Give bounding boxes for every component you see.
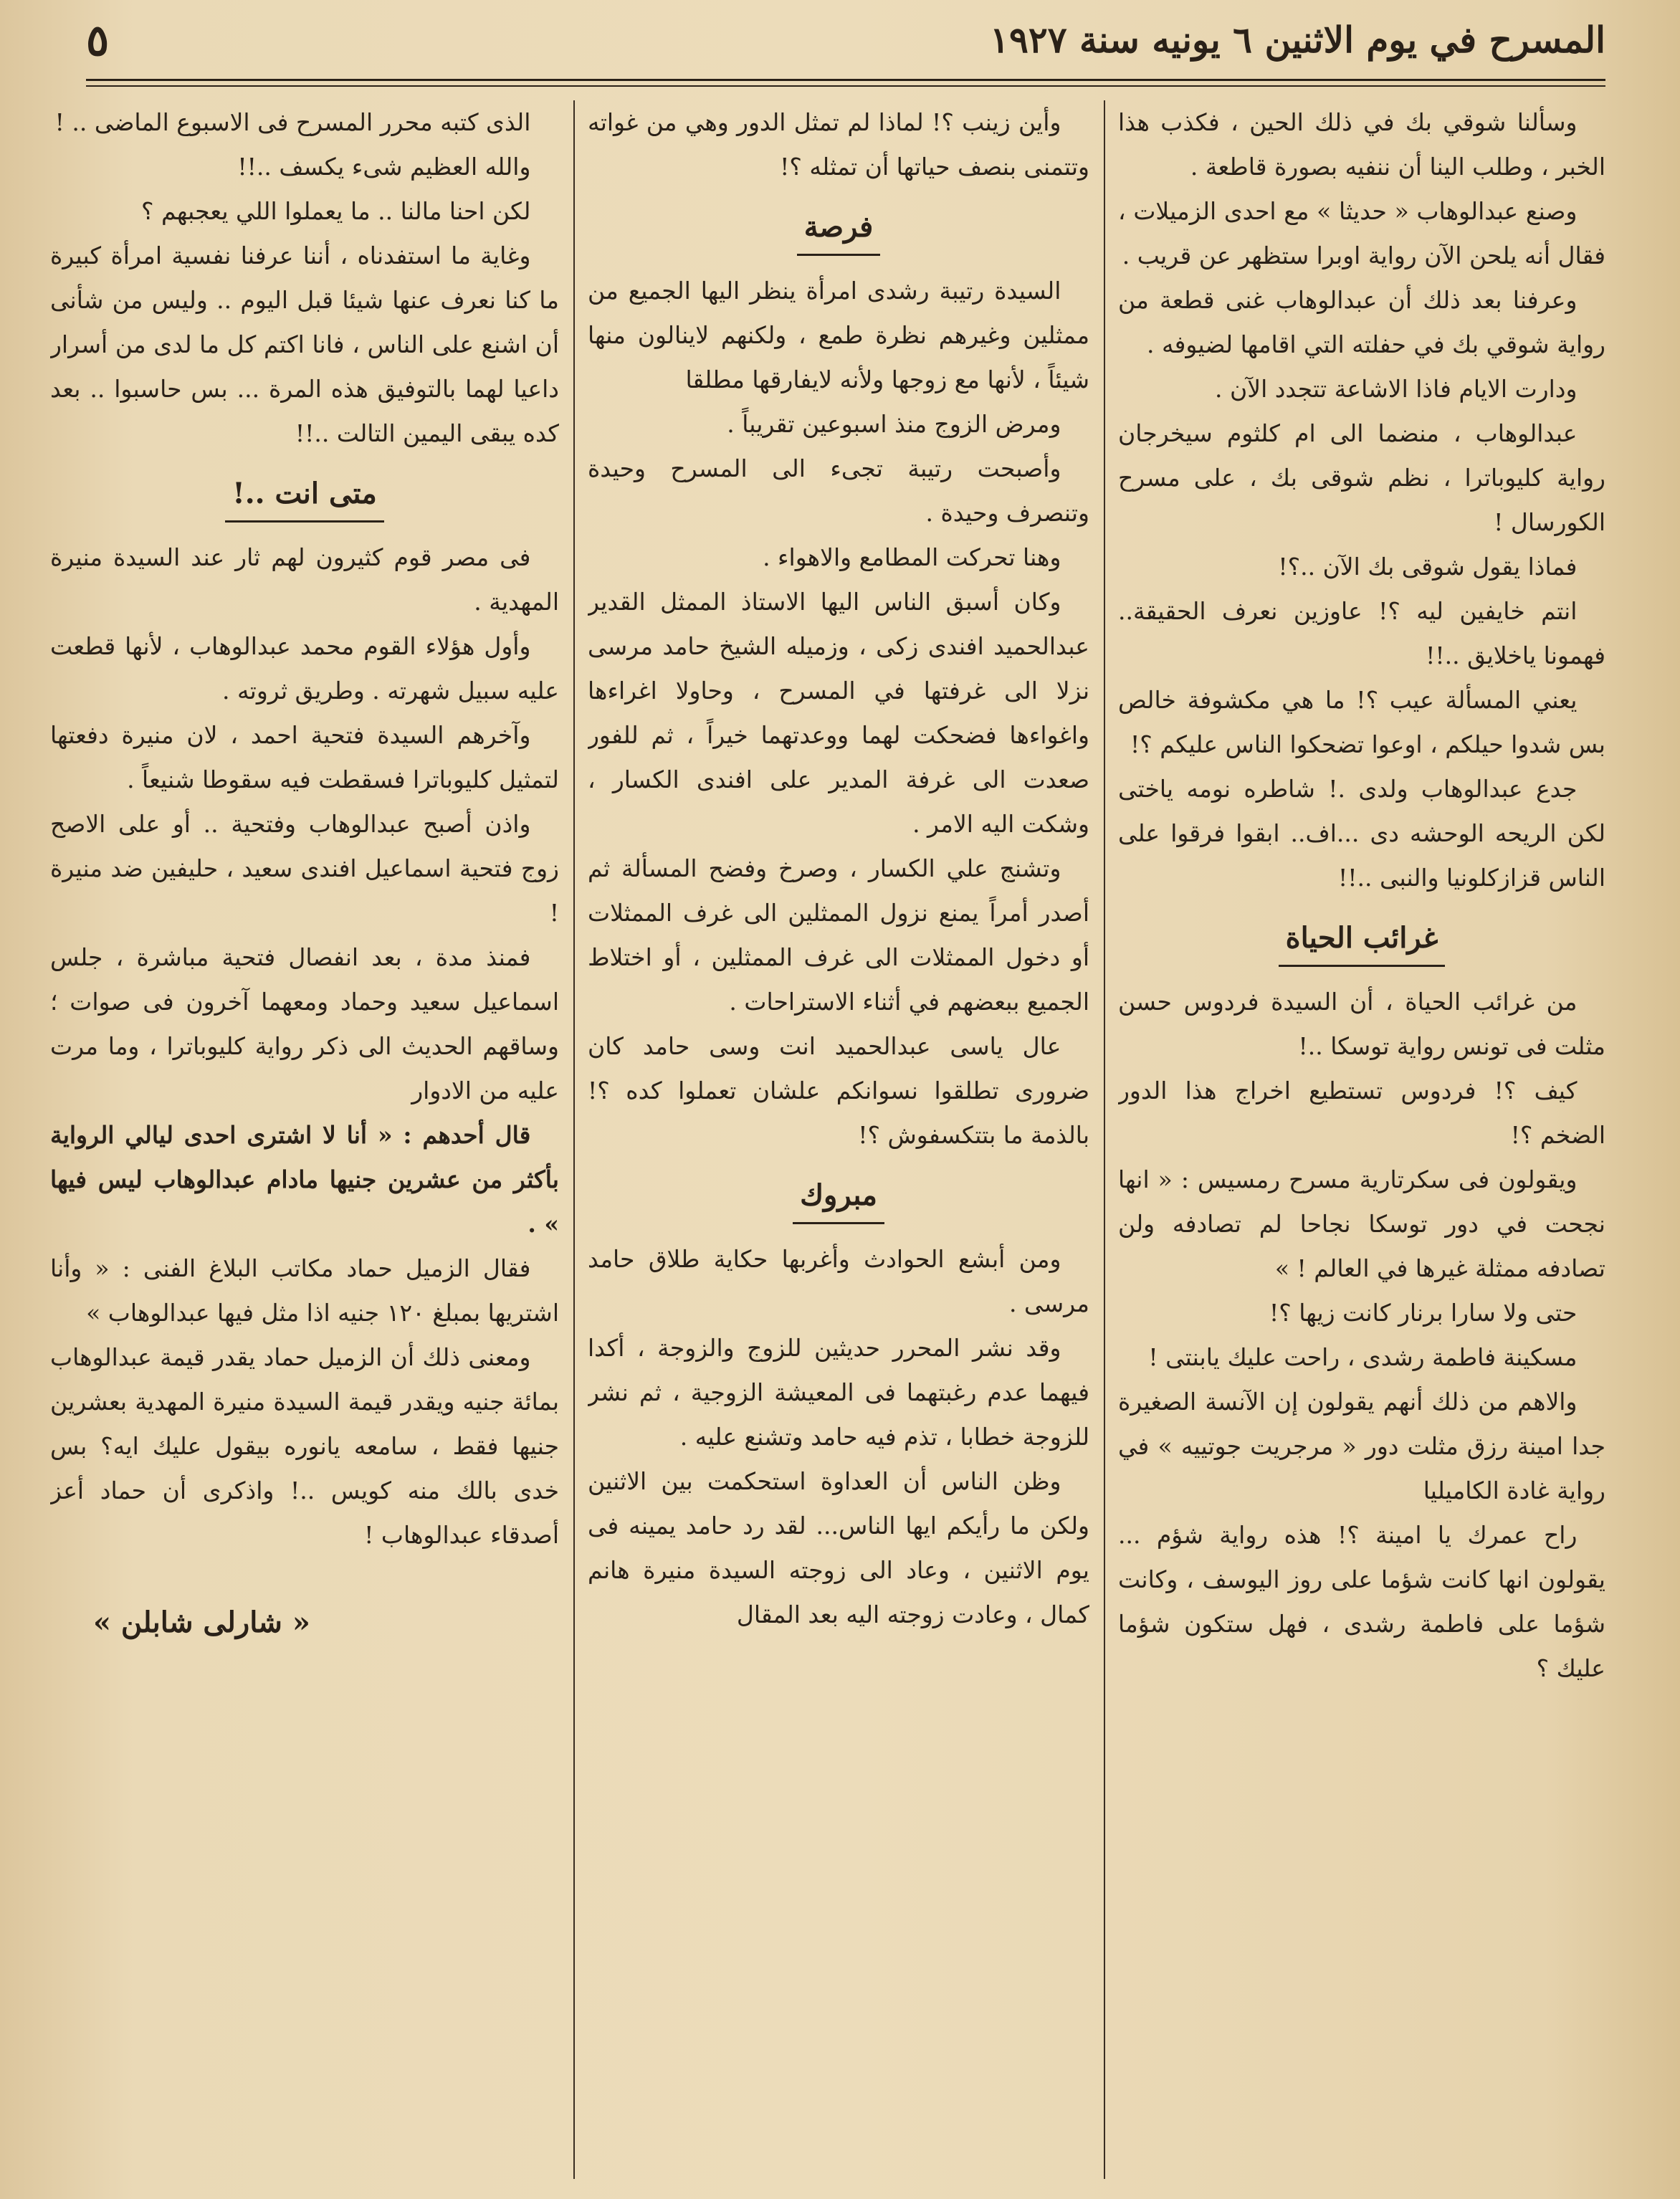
paragraph: وصنع عبدالوهاب « حديثا » مع احدى الزميلات ، فقال أنه يلحن الآن رواية اوبرا ستظهر عن قريب . bbox=[1118, 197, 1605, 269]
page-header bbox=[86, 14, 1605, 76]
page-number: ٥ bbox=[86, 16, 110, 66]
paragraph: وعرفنا بعد ذلك أن عبدالوهاب غنى قطعة من رواية شوقي بك في حفلته التي اقامها لضيوفه . bbox=[1118, 286, 1605, 358]
section-heading-text: مبروك bbox=[793, 1173, 884, 1224]
section-heading bbox=[1118, 916, 1605, 967]
section-heading-text: متى انت ..! bbox=[225, 472, 384, 523]
column-divider-right bbox=[1104, 100, 1105, 2179]
paragraph: والاهم من ذلك أنهم يقولون إن الآنسة الصغيرة جدا امينة رزق مثلت دور « مرجريت جوتييه » في رواية غادة الكاميليا bbox=[1118, 1388, 1605, 1504]
paragraph: السيدة رتيبة رشدى امرأة ينظر اليها الجميع من ممثلين وغيرهم نظرة طمع ، ولكنهم لاينالون منها شيئاً ، لأنها مع زوجها ولأنه لايفارقها مطلقا bbox=[588, 277, 1089, 393]
paragraph: كيف ؟! فردوس تستطيع اخراج هذا الدور الضخم ؟! bbox=[1118, 1077, 1605, 1149]
paragraph: قال أحدهم : « أنا لا اشترى احدى ليالي الرواية بأكثر من عشرين جنيها مادام عبدالوهاب ليس فيها » . bbox=[50, 1121, 559, 1238]
section-heading-text: فرصة bbox=[797, 205, 881, 256]
paragraph: فقال الزميل حماد مكاتب البلاغ الفنى : « وأنا اشتريها بمبلغ ١٢٠ جنيه اذا مثل فيها عبدالوهاب » bbox=[50, 1254, 559, 1327]
paragraph: عال ياسى عبدالحميد انت وسى حامد كان ضرورى تطلقوا نسوانكم علشان تعملوا كده ؟! بالذمة ما بتتكسفوش ؟! bbox=[588, 1032, 1089, 1149]
paragraph: فماذا يقول شوقى بك الآن ..؟! bbox=[1278, 553, 1578, 581]
paragraph: وغاية ما استفدناه ، أننا عرفنا نفسية امرأة كبيرة ما كنا نعرف عنها شيئا قبل اليوم .. وليس من شأنى أن اشنع على الناس ، فانا اكتم كل ما لدى من أسرار داعيا لهما بالتوفيق هذه المرة ... بس حاسبوا .. بعد كده يبقى اليمين التالت ..!! bbox=[50, 242, 559, 447]
section-heading-text: غرائب الحياة bbox=[1279, 916, 1446, 967]
paragraph: يعني المسألة عيب ؟! ما هي مكشوفة خالص بس شدوا حيلكم ، اوعوا تضحكوا الناس عليكم ؟! bbox=[1118, 686, 1605, 758]
column-middle bbox=[588, 100, 1089, 2179]
paragraph: ومن أبشع الحوادث وأغربها حكاية طلاق حامد مرسى . bbox=[588, 1245, 1089, 1317]
paragraph: فى مصر قوم كثيرون لهم ثار عند السيدة منيرة المهدية . bbox=[50, 543, 559, 616]
paragraph: ومرض الزوج منذ اسبوعين تقريباً . bbox=[727, 410, 1061, 438]
paragraph: جدع عبدالوهاب ولدى .! شاطره نومه ياختى لكن الريحه الوحشه دى ...اف.. ابقوا فرقوا على الناس قزازكلونيا والنبى ..!! bbox=[1118, 775, 1605, 892]
paragraph: عبدالوهاب ، منضما الى ام كلثوم سيخرجان رواية كليوباترا ، نظم شوقى بك ، على مسرح الكورسال ! bbox=[1118, 419, 1605, 536]
paragraph: لكن احنا مالنا .. ما يعملوا اللي يعجبهم ؟ bbox=[140, 197, 531, 225]
paragraph: وكان أسبق الناس اليها الاستاذ الممثل القدير عبدالحميد افندى زكى ، وزميله الشيخ حامد مرسى نزلا الى غرفتها في المسرح ، وحاولا اغراءها واغواءها فضحكت لهما ووعدتهما خيراً ، ثم للفور صعدت الى غرفة المدير على افندى الكسار ، وشكت اليه الامر . bbox=[588, 588, 1089, 838]
paragraph: واذن أصبح عبدالوهاب وفتحية .. أو على الاصح زوج فتحية اسماعيل افندى سعيد ، حليفين ضد منيرة ! bbox=[50, 810, 559, 927]
paragraph: الذى كتبه محرر المسرح فى الاسبوع الماضى .. ! bbox=[54, 108, 531, 136]
author-signature: « شارلى شابلن » bbox=[93, 1606, 310, 1639]
section-heading bbox=[588, 1173, 1089, 1224]
column-right bbox=[1118, 100, 1605, 2179]
section-heading bbox=[588, 205, 1089, 256]
paragraph: وتشنج علي الكسار ، وصرخ وفضح المسألة ثم أصدر أمراً يمنع نزول الممثلين الى غرف الممثلات أو دخول الممثلات الى غرف الممثلين ، أو اختلاط الجميع ببعضهم في أثناء الاستراحات . bbox=[588, 854, 1089, 1016]
paragraph: ويقولون فى سكرتارية مسرح رمسيس : « انها نجحت في دور توسكا نجاحا لم تصادفه ولن تصادفه ممثلة غيرها في العالم ! » bbox=[1118, 1165, 1605, 1282]
header-title: المسرح في يوم الاثنين ٦ يونيه سنة ١٩٢٧ bbox=[990, 19, 1605, 61]
paragraph: فمنذ مدة ، بعد انفصال فتحية مباشرة ، جلس اسماعيل سعيد وحماد ومعهما آخرون فى صوات ؛ وساقهم الحديث الى ذكر رواية كليوباترا ، وما مرت عليه من الادوار bbox=[50, 943, 559, 1105]
paragraph: حتى ولا سارا برنار كانت زيها ؟! bbox=[1269, 1299, 1578, 1327]
paragraph: ومعنى ذلك أن الزميل حماد يقدر قيمة عبدالوهاب بمائة جنيه ويقدر قيمة السيدة منيرة المهدية بعشرين جنيها فقط ، سامعه يانوره بيقول عليك ايه؟ بس خدى بالك منه كويس ..! واذكرى أن حماد أعز أصدقاء عبدالوهاب ! bbox=[50, 1343, 559, 1549]
paragraph: مسكينة فاطمة رشدى ، راحت عليك يابنتى ! bbox=[1148, 1343, 1578, 1371]
section-heading bbox=[50, 472, 559, 523]
paragraph: وأين زينب ؟! لماذا لم تمثل الدور وهي من غواته وتتمنى بنصف حياتها أن تمثله ؟! bbox=[588, 108, 1089, 181]
paragraph: وأصبحت رتيبة تجىء الى المسرح وحيدة وتنصرف وحيدة . bbox=[588, 454, 1089, 527]
paragraph: ودارت الايام فاذا الاشاعة تتجدد الآن . bbox=[1215, 375, 1578, 403]
column-divider-left bbox=[573, 100, 575, 2179]
paragraph: من غرائب الحياة ، أن السيدة فردوس حسن مثلت فى تونس رواية توسكا ..! bbox=[1118, 988, 1605, 1060]
header-rule bbox=[86, 79, 1605, 87]
paragraph: والله العظيم شىء يكسف ..!! bbox=[237, 153, 531, 181]
paragraph: انتم خايفين ليه ؟! عاوزين نعرف الحقيقة.. فهمونا ياخلايق ..!! bbox=[1118, 597, 1605, 669]
paragraph: وأول هؤلاء القوم محمد عبدالوهاب ، لأنها قطعت عليه سبيل شهرته . وطريق ثروته . bbox=[50, 632, 559, 705]
column-left bbox=[50, 100, 559, 2179]
paragraph: وهنا تحركت المطامع والاهواء . bbox=[763, 543, 1061, 571]
paragraph: وآخرهم السيدة فتحية احمد ، لان منيرة دفعتها لتمثيل كليوباترا فسقطت فيه سقوطا شنيعاً . bbox=[50, 721, 559, 793]
paragraph: وسألنا شوقي بك في ذلك الحين ، فكذب هذا الخبر ، وطلب الينا أن ننفيه بصورة قاطعة . bbox=[1118, 108, 1605, 181]
paragraph: وظن الناس أن العداوة استحكمت بين الاثنين ولكن ما رأيكم ايها الناس... لقد رد حامد يمينه فى يوم الاثنين ، وعاد الى زوجته السيدة منيرة هانم كمال ، وعادت زوجته اليه بعد المقال bbox=[588, 1467, 1089, 1628]
paragraph: وقد نشر المحرر حديثين للزوج والزوجة ، أكدا فيهما عدم رغبتهما فى المعيشة الزوجية ، ثم نشر للزوجة خطابا ، تذم فيه حامد وتشنع عليه . bbox=[588, 1334, 1089, 1451]
paragraph: راح عمرك يا امينة ؟! هذه رواية شؤم ... يقولون انها كانت شؤما على روز اليوسف ، وكانت شؤما على فاطمة رشدى ، فهل ستكون شؤما عليك ؟ bbox=[1118, 1521, 1605, 1682]
